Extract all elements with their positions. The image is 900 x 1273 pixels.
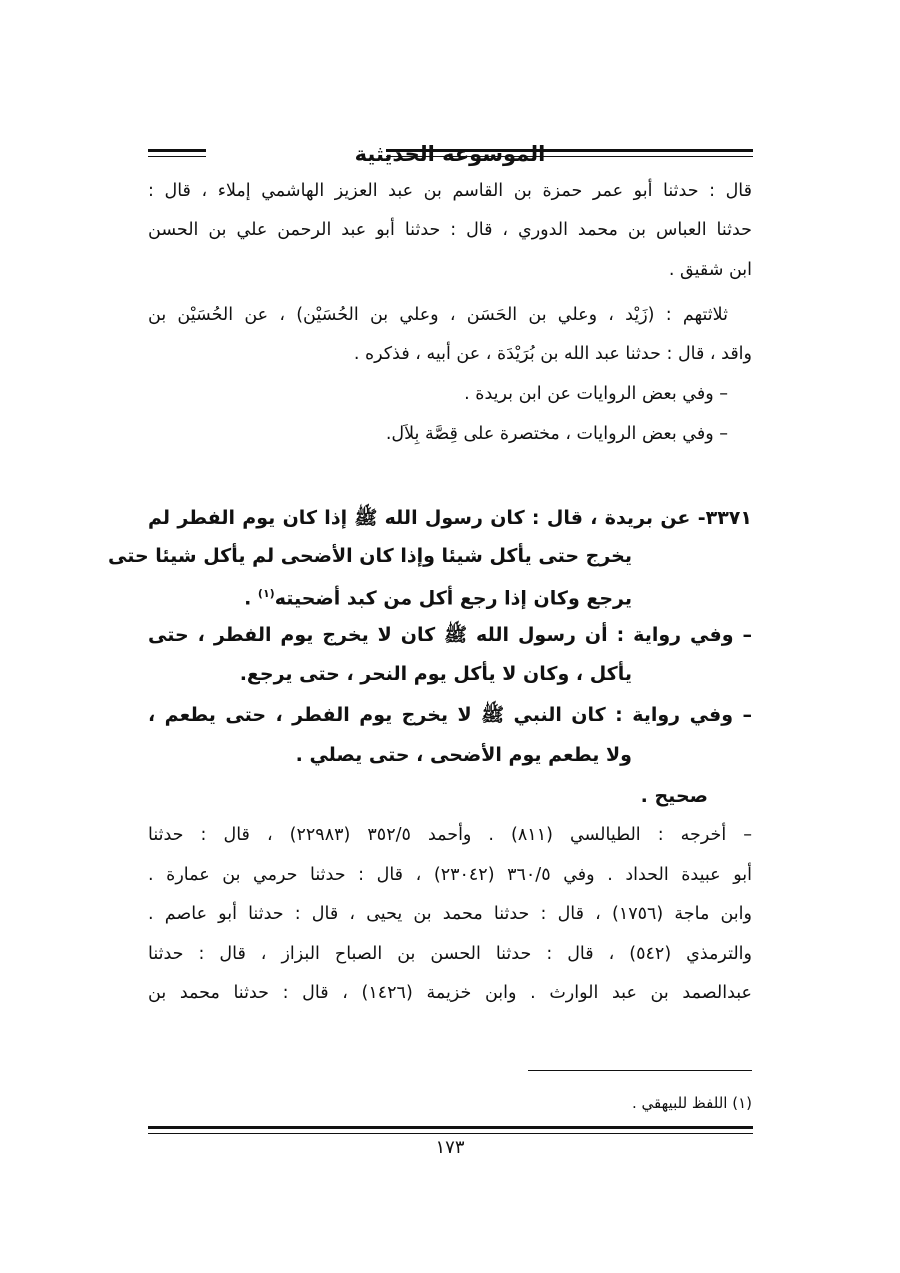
text-line: قال : حدثنا أبو عمر حمزة بن القاسم بن عبد العزيز الهاشمي إملاء ، قال :	[148, 181, 752, 201]
text-line: أبو عبيدة الحداد . وفي ٣٦٠/٥ (٢٣٠٤٢) ، قال : حدثنا حرمي بن عمارة .	[148, 865, 752, 885]
hadith-line: يأكل ، وكان لا يأكل يوم النحر ، حتى يرجع.	[239, 663, 632, 685]
hadith-line: – وفي رواية : أن رسول الله ﷺ كان لا يخرج يوم الفطر ، حتى	[148, 624, 752, 646]
text-line: واقد ، قال : حدثنا عبد الله بن بُرَيْدَة ، عن أبيه ، فذكره .	[353, 344, 752, 364]
footer-rule-thin	[148, 1133, 753, 1134]
grading-label: صحيح .	[640, 785, 708, 807]
hadith-line	[244, 581, 632, 611]
text-line: وابن ماجة (١٧٥٦) ، قال : حدثنا محمد بن يحيى ، قال : حدثنا أبو عاصم .	[148, 904, 752, 924]
page-number: ١٧٣	[435, 1137, 465, 1158]
text-line: – أخرجه : الطيالسي (٨١١) . وأحمد ٣٥٢/٥ (٢٢٩٨٣) ، قال : حدثنا	[148, 825, 753, 845]
text-line: عبدالصمد بن عبد الوارث . وابن خزيمة (١٤٢٦) ، قال : حدثنا محمد بن	[148, 983, 752, 1003]
hadith-line-text: يرجع وكان إذا رجع أكل من كبد أضحيته	[274, 587, 632, 610]
header-rule-left-thin	[148, 156, 206, 157]
text-line: ابن شقيق .	[668, 260, 752, 280]
text-line: – وفي بعض الروايات ، مختصرة على قِصَّة بِلاَل.	[385, 424, 728, 444]
hadith-line: يخرج حتى يأكل شيئا وإذا كان الأضحى لم يأكل شيئا حتى	[107, 545, 632, 567]
hadith-line: ولا يطعم يوم الأضحى ، حتى يصلي .	[295, 744, 632, 766]
hadith-line-end: .	[244, 587, 258, 610]
footnote-text: (١) اللفظ للبيهقي .	[632, 1094, 752, 1112]
running-header-title: الموسوعة الحديثية	[354, 142, 546, 166]
hadith-line: ٣٣٧١- عن بريدة ، قال : كان رسول الله ﷺ إذا كان يوم الفطر لم	[148, 507, 752, 529]
text-line: ثلاثتهم : (زَيْد ، وعلي بن الحَسَن ، وعلي بن الحُسَيْن) ، عن الحُسَيْن بن	[148, 305, 728, 325]
header-rule-left	[148, 149, 206, 152]
text-line: – وفي بعض الروايات عن ابن بريدة .	[464, 384, 728, 404]
hadith-line: – وفي رواية : كان النبي ﷺ لا يخرج يوم الفطر ، حتى يطعم ،	[148, 704, 752, 726]
footer-rule	[148, 1126, 753, 1129]
text-line: والترمذي (٥٤٢) ، قال : حدثنا الحسن بن الصباح البزاز ، قال : حدثنا	[148, 944, 752, 964]
text-line: حدثنا العباس بن محمد الدوري ، قال : حدثنا أبو عبد الرحمن علي بن الحسن	[148, 220, 752, 240]
footnote-marker[interactable]: (١)	[257, 587, 275, 600]
footnote-separator	[528, 1070, 752, 1071]
